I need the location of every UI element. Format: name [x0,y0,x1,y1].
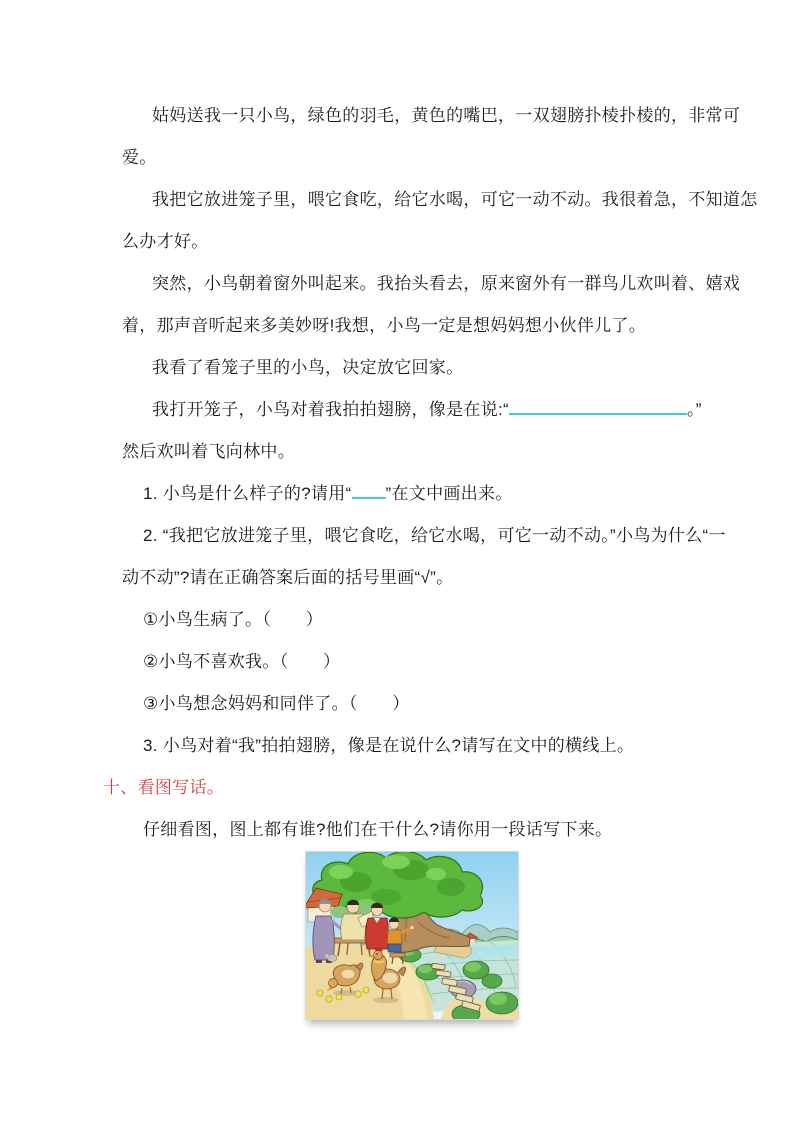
passage-line: 么办才好。 [122,232,209,251]
answer-blank-small [352,483,386,499]
passage-line: 我把它放进笼子里，喂它食吃，给它水喝，可它一动不动。我很着急，不知道怎 [152,190,758,209]
question-text: 1. 小鸟是什么样子的?请用“ [143,484,352,503]
passage-line-text: 。” [686,400,702,419]
section-instruction: 仔细看图，图上都有谁?他们在干什么?请你用一段话写下来。 [143,820,613,839]
passage-line: 爱。 [122,148,157,167]
question-3: 3. 小鸟对着“我”拍拍翅膀，像是在说什么?请写在文中的横线上。 [143,736,635,755]
option-2: ②小鸟不喜欢我。（ ） [143,652,341,671]
passage-line: 姑妈送我一只小鸟，绿色的羽毛，黄色的嘴巴，一双翅膀扑棱扑棱的，非常可 [152,106,741,125]
section-heading: 十、看图写话。 [103,778,225,797]
question-2: 2. “我把它放进笼子里，喂它食吃，给它水喝，可它一动不动。”小鸟为什么“一 [143,526,726,545]
scene-illustration [305,851,519,1020]
passage-line: 我看了看笼子里的小鸟，决定放它回家。 [152,358,464,377]
question-text: ”在文中画出来。 [385,484,513,503]
option-1: ①小鸟生病了。（ ） [143,610,324,629]
passage-line: 突然，小鸟朝着窗外叫起来。我抬头看去，原来窗外有一群鸟儿欢叫着、嬉戏 [152,274,741,293]
passage-line: 然后欢叫着飞向林中。 [122,442,295,461]
question-1 [122,473,708,515]
passage-line-with-blank [122,389,708,431]
passage-line-text: 我打开笼子，小鸟对着我拍拍翅膀，像是在说:“ [152,400,509,419]
passage-line: 着，那声音听起来多美妙呀!我想，小鸟一定是想妈妈想小伙伴儿了。 [122,316,647,335]
answer-blank-line [509,399,687,415]
option-3: ③小鸟想念妈妈和同伴了。（ ） [143,694,410,713]
worksheet-content [103,95,758,1020]
question-2-continued: 动不动”?请在正确答案后面的括号里画“√”。 [122,568,454,587]
